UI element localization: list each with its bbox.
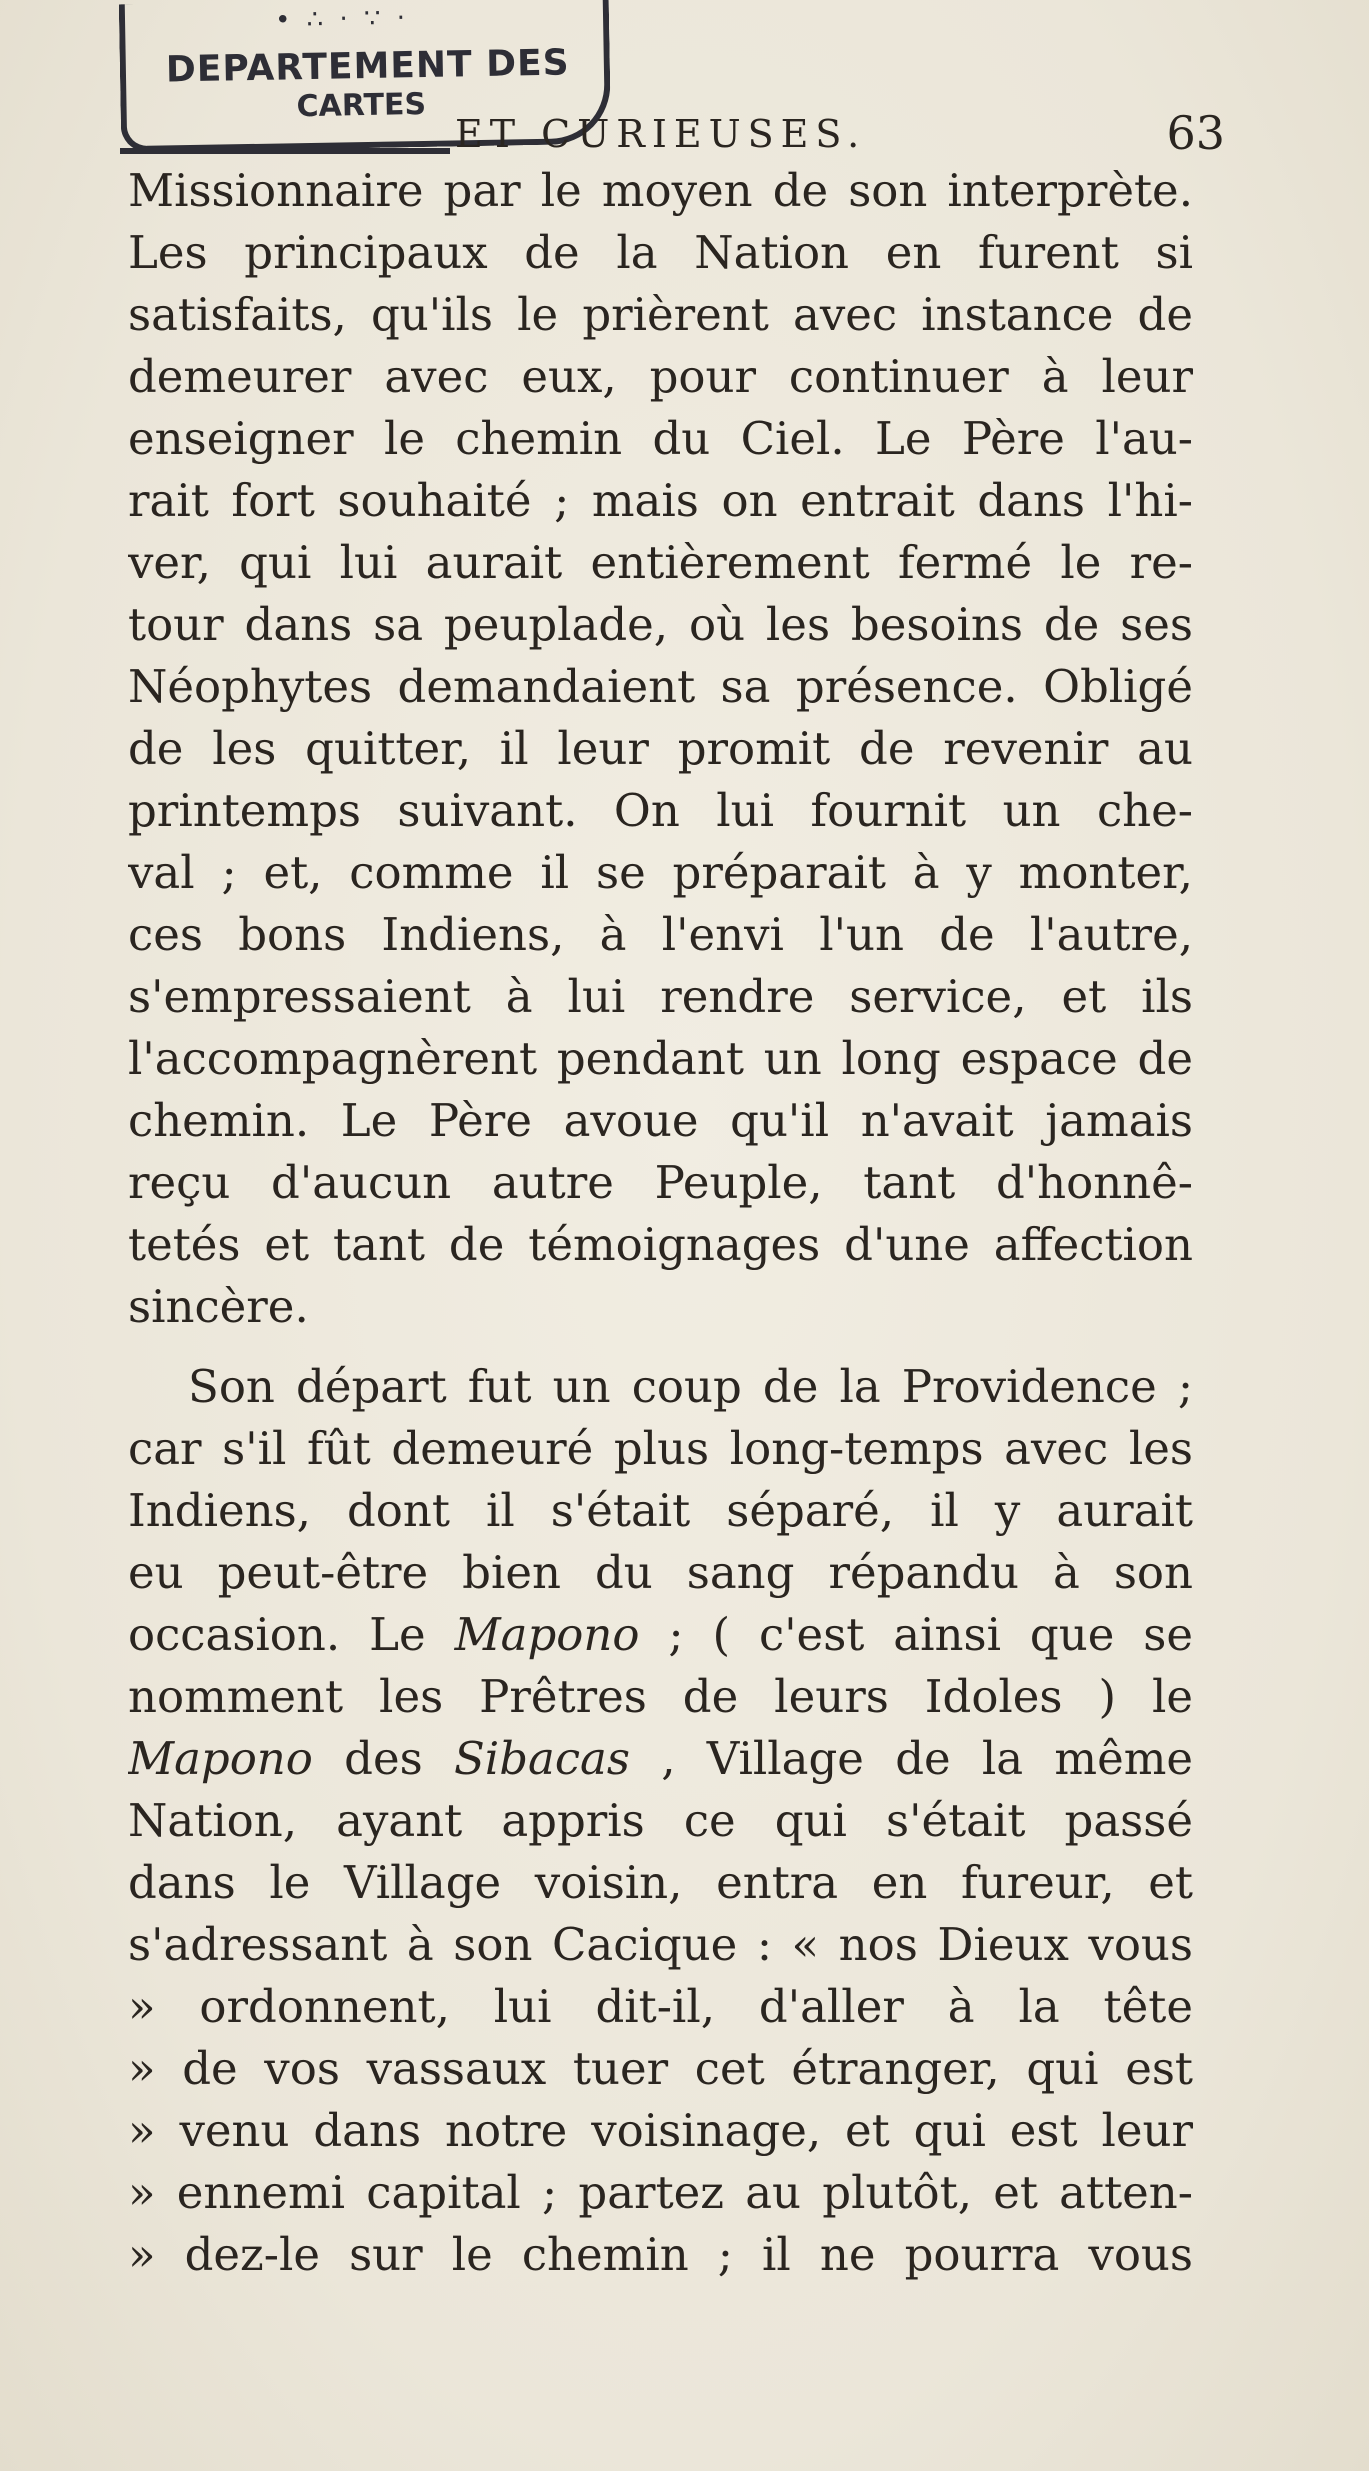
text-line xyxy=(128,1604,1193,1666)
text-line: printemps suivant. On lui fournit un che- xyxy=(128,784,1193,837)
running-title: ET CURIEUSES. xyxy=(455,112,867,156)
text-line: val ; et, comme il se préparait à y monter, xyxy=(128,846,1193,899)
text-line: satisfaits, qu'ils le prièrent avec instance de xyxy=(128,288,1193,341)
text-line: eu peut-être bien du sang répandu à son xyxy=(128,1546,1193,1599)
paragraph-2 xyxy=(128,1356,1193,2286)
italic-term: Mapono xyxy=(128,1732,313,1785)
running-header xyxy=(455,106,1225,162)
stamp-text-line1: DEPARTEMENT DES xyxy=(165,42,570,91)
text-span: , Village de la même xyxy=(629,1732,1193,1785)
page-number: 63 xyxy=(1166,106,1225,160)
text-line: » venu dans notre voisinage, et qui est leur xyxy=(128,2104,1193,2157)
italic-term: Mapono xyxy=(454,1608,640,1661)
text-line: car s'il fût demeuré plus long-temps avec les xyxy=(128,1422,1193,1475)
text-line: tetés et tant de témoignages d'une affection xyxy=(128,1218,1193,1271)
text-line: dans le Village voisin, entra en fureur, et xyxy=(128,1856,1193,1909)
text-span: occasion. Le xyxy=(128,1608,455,1661)
stamp-text-line2: CARTES xyxy=(296,86,427,125)
text-line: Néophytes demandaient sa présence. Obligé xyxy=(128,660,1193,713)
text-line: enseigner le chemin du Ciel. Le Père l'au- xyxy=(128,412,1193,465)
text-line: Nation, ayant appris ce qui s'était passé xyxy=(128,1794,1193,1847)
stamp-ornament: • ∴ · ∵ · xyxy=(274,3,410,36)
text-line: » ordonnent, lui dit-il, d'aller à la tête xyxy=(128,1980,1193,2033)
text-line: demeurer avec eux, pour continuer à leur xyxy=(128,350,1193,403)
paragraph-1 xyxy=(128,160,1193,1338)
text-line: Missionnaire par le moyen de son interprète. xyxy=(128,164,1193,217)
text-line: Les principaux de la Nation en furent si xyxy=(128,226,1193,279)
text-line: nomment les Prêtres de leurs Idoles ) le xyxy=(128,1670,1193,1723)
text-line: l'accompagnèrent pendant un long espace de xyxy=(128,1032,1193,1085)
text-line: chemin. Le Père avoue qu'il n'avait jamais xyxy=(128,1094,1193,1147)
text-span: ; ( c'est ainsi que se xyxy=(639,1608,1193,1661)
text-line: » de vos vassaux tuer cet étranger, qui est xyxy=(128,2042,1193,2095)
text-line: » ennemi capital ; partez au plutôt, et atten- xyxy=(128,2166,1193,2219)
text-line xyxy=(128,1728,1193,1790)
body-text xyxy=(128,160,1193,2286)
text-line: de les quitter, il leur promit de revenir au xyxy=(128,722,1193,775)
text-span: des xyxy=(312,1732,454,1785)
text-line: Indiens, dont il s'était séparé, il y aurait xyxy=(128,1484,1193,1537)
text-line: » dez-le sur le chemin ; il ne pourra vous xyxy=(128,2228,1193,2281)
text-line: Son départ fut un coup de la Providence ; xyxy=(188,1360,1193,1413)
text-line: ver, qui lui aurait entièrement fermé le re- xyxy=(128,536,1193,589)
text-line: rait fort souhaité ; mais on entrait dans l'hi- xyxy=(128,474,1193,527)
header-rule xyxy=(120,148,450,154)
text-line: reçu d'aucun autre Peuple, tant d'honnê- xyxy=(128,1156,1193,1209)
text-line: tour dans sa peuplade, où les besoins de ses xyxy=(128,598,1193,651)
text-line: sincère. xyxy=(128,1280,309,1333)
italic-term: Sibacas xyxy=(453,1732,630,1785)
text-line: ces bons Indiens, à l'envi l'un de l'autre, xyxy=(128,908,1193,961)
text-line: s'adressant à son Cacique : « nos Dieux vous xyxy=(128,1918,1193,1971)
text-line: s'empressaient à lui rendre service, et ils xyxy=(128,970,1193,1023)
